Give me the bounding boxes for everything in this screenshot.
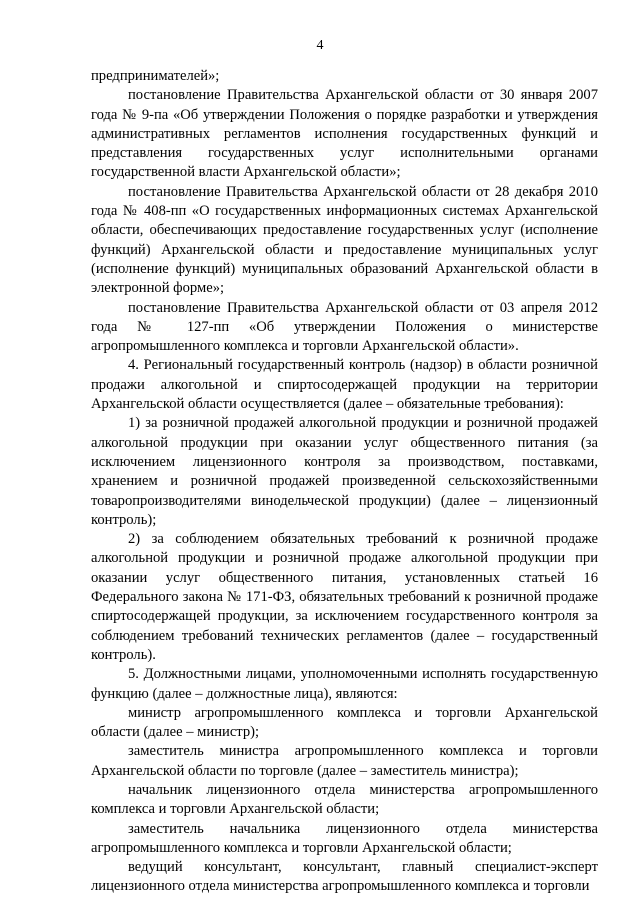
paragraph: начальник лицензионного отдела министерства агропромышленного комплекса и торговли Архангельской области; bbox=[91, 781, 598, 818]
paragraph: предпринимателей»; bbox=[91, 68, 220, 84]
paragraph: 2) за соблюдением обязательных требований к розничной продаже алкогольной продукции и розничной продаже алкогольной продукции при оказании услуг общественного питания, установленных статьей 16 Федерального закона № 171-ФЗ, обязательных требований к розничной продаже спиртосодержащей продукции, за исключением государственного контроля за соблюдением требований технических регламентов (далее – государственный контроль). bbox=[91, 531, 598, 663]
paragraph: заместитель начальника лицензионного отдела министерства агропромышленного комплекса и торговли Архангельской области; bbox=[91, 820, 598, 856]
paragraph: постановление Правительства Архангельской области от 28 декабря 2010 года № 408-пп «О государственных информационных системах Архангельской области, обеспечивающих предоставление государственных услуг (исполнение функций) Архангельской области и предоставление муниципальных услуг (исполнение функций) муниципальных образований Архангельской области в электронной форме»; bbox=[91, 183, 598, 297]
paragraph: 5. Должностными лицами, уполномоченными исполнять государственную функцию (далее – должностные лица), являются: bbox=[91, 666, 598, 702]
paragraph: 4. Региональный государственный контроль (надзор) в области розничной продажи алкогольной и спиртосодержащей продукции на территории Архангельской области осуществляется (далее – обязательные требования): bbox=[91, 357, 598, 413]
paragraph: постановление Правительства Архангельской области от 03 апреля 2012 года № 127-пп «Об утверждении Положения о министерстве агропромышленного комплекса и торговли Архангельской области». bbox=[91, 299, 598, 355]
paragraph: министр агропромышленного комплекса и торговли Архангельской области (далее – министр); bbox=[91, 704, 598, 741]
document-body bbox=[91, 67, 598, 897]
paragraph: ведущий консультант, консультант, главный специалист-эксперт лицензионного отдела министерства агропромышленного комплекса и торговли bbox=[91, 859, 598, 895]
paragraph: постановление Правительства Архангельской области от 30 января 2007 года № 9-па «Об утверждении Положения о порядке разработки и утверждения административных регламентов исполнения государственных функций и представления государственных услуг исполнительными органами государственной власти Архангельской области»; bbox=[91, 87, 598, 181]
paragraph: 1) за розничной продажей алкогольной продукции и розничной продажей алкогольной продукции при оказании услуг общественного питания (за исключением лицензионного контроля за производством, поставками, хранением и розничной продажей произведенной сельскохозяйственными товаропроизводителями винодельческой продукции) (далее – лицензионный контроль); bbox=[91, 415, 598, 528]
page-number: 4 bbox=[316, 38, 324, 53]
paragraph: заместитель министра агропромышленного комплекса и торговли Архангельской области по торговле (далее – заместитель министра); bbox=[91, 743, 598, 779]
